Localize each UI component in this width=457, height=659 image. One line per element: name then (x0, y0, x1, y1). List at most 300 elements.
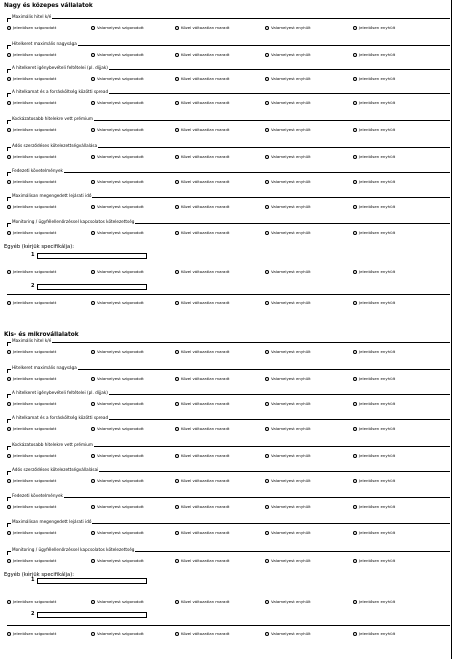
radio-button[interactable] (265, 559, 269, 563)
radio-button[interactable] (7, 77, 11, 81)
radio-button[interactable] (265, 180, 269, 184)
radio-row (7, 154, 450, 162)
radio-option[interactable] (175, 179, 229, 184)
radio-option[interactable] (7, 300, 56, 305)
radio-button[interactable] (91, 377, 95, 381)
radio-button[interactable] (91, 505, 95, 509)
radio-row (7, 269, 450, 277)
other-item-number: 2 (31, 283, 35, 289)
option-label: Közel változatlan maradt (181, 401, 230, 406)
radio-button[interactable] (91, 53, 95, 57)
radio-option[interactable] (7, 154, 56, 159)
radio-option[interactable] (265, 204, 311, 209)
option-label: Jelentősen enyhült (359, 504, 396, 509)
radio-button[interactable] (175, 505, 179, 509)
page-right-border (451, 0, 452, 659)
radio-button[interactable] (353, 128, 357, 132)
radio-button[interactable] (175, 479, 179, 483)
radio-option[interactable] (7, 204, 56, 209)
radio-option[interactable] (175, 426, 229, 431)
option-label: Valamelyest szigorodott (97, 426, 144, 431)
radio-option[interactable] (265, 230, 311, 235)
radio-button[interactable] (353, 559, 357, 563)
group-border-tick (7, 369, 8, 373)
radio-option[interactable] (175, 478, 229, 483)
radio-button[interactable] (7, 205, 11, 209)
option-label: Jelentősen enyhült (359, 376, 396, 381)
radio-button[interactable] (91, 155, 95, 159)
radio-option[interactable] (265, 426, 311, 431)
radio-option[interactable] (175, 453, 229, 458)
radio-option[interactable] (91, 230, 144, 235)
radio-option[interactable] (265, 558, 311, 563)
option-label: Valamelyest enyhült (271, 127, 311, 132)
radio-button[interactable] (91, 180, 95, 184)
radio-button[interactable] (265, 301, 269, 305)
radio-option[interactable] (265, 453, 311, 458)
radio-button[interactable] (7, 180, 11, 184)
radio-option[interactable] (265, 179, 311, 184)
option-label: Közel változatlan maradt (181, 558, 230, 563)
group-border-tick (7, 69, 8, 73)
radio-option[interactable] (91, 204, 144, 209)
option-label: Valamelyest szigorodott (97, 504, 144, 509)
question-group (7, 142, 450, 166)
radio-button[interactable] (175, 632, 179, 636)
radio-button[interactable] (353, 600, 357, 604)
radio-button[interactable] (91, 479, 95, 483)
radio-button[interactable] (265, 155, 269, 159)
radio-option[interactable] (91, 504, 144, 509)
radio-button[interactable] (353, 505, 357, 509)
radio-option[interactable] (353, 269, 395, 274)
radio-button[interactable] (265, 454, 269, 458)
radio-button[interactable] (91, 101, 95, 105)
radio-option[interactable] (175, 401, 229, 406)
option-label: Valamelyest enyhült (271, 401, 311, 406)
radio-button[interactable] (175, 377, 179, 381)
radio-button[interactable] (353, 180, 357, 184)
radio-option[interactable] (175, 300, 229, 305)
radio-option[interactable] (7, 100, 56, 105)
radio-button[interactable] (353, 479, 357, 483)
radio-option[interactable] (353, 478, 395, 483)
radio-option[interactable] (91, 25, 144, 30)
radio-option[interactable] (7, 230, 56, 235)
radio-button[interactable] (353, 77, 357, 81)
radio-button[interactable] (175, 270, 179, 274)
radio-option[interactable] (175, 204, 229, 209)
option-label: Valamelyest szigorodott (97, 453, 144, 458)
option-label: Jelentősen szigorodott (13, 631, 57, 636)
radio-button[interactable] (353, 301, 357, 305)
radio-option[interactable] (265, 504, 311, 509)
radio-button[interactable] (175, 231, 179, 235)
radio-button[interactable] (7, 600, 11, 604)
radio-button[interactable] (265, 205, 269, 209)
radio-row (7, 52, 450, 60)
other-text-input-2[interactable] (37, 284, 147, 290)
radio-option[interactable] (265, 100, 311, 105)
radio-button[interactable] (91, 454, 95, 458)
radio-button[interactable] (91, 350, 95, 354)
radio-option[interactable] (353, 426, 395, 431)
radio-option[interactable] (91, 530, 144, 535)
radio-option[interactable] (265, 349, 311, 354)
option-label: Valamelyest szigorodott (97, 154, 144, 159)
radio-option[interactable] (353, 52, 395, 57)
question-group (7, 414, 450, 438)
radio-option[interactable] (353, 25, 395, 30)
question-group (7, 441, 450, 465)
question-group (7, 167, 450, 191)
radio-button[interactable] (353, 632, 357, 636)
radio-button[interactable] (91, 600, 95, 604)
radio-button[interactable] (353, 205, 357, 209)
radio-button[interactable] (265, 53, 269, 57)
radio-button[interactable] (175, 77, 179, 81)
option-label: Jelentősen enyhült (359, 426, 396, 431)
radio-button[interactable] (265, 479, 269, 483)
radio-button[interactable] (175, 531, 179, 535)
radio-button[interactable] (353, 377, 357, 381)
radio-button[interactable] (353, 53, 357, 57)
option-label: Valamelyest enyhült (271, 349, 311, 354)
radio-button[interactable] (91, 402, 95, 406)
radio-button[interactable] (175, 180, 179, 184)
radio-button[interactable] (353, 454, 357, 458)
radio-option[interactable] (7, 530, 56, 535)
radio-button[interactable] (7, 155, 11, 159)
radio-button[interactable] (353, 101, 357, 105)
question-label: A hitelkeret igénybevételi feltételei (pl. díjjak) (12, 390, 108, 395)
group-border (7, 497, 450, 498)
radio-button[interactable] (7, 632, 11, 636)
question-label: A hitelkamat és a forrásköltség közötti spread (12, 89, 109, 94)
radio-button[interactable] (265, 128, 269, 132)
radio-button[interactable] (353, 350, 357, 354)
radio-option[interactable] (91, 631, 144, 636)
radio-option[interactable] (7, 599, 56, 604)
radio-button[interactable] (265, 377, 269, 381)
radio-button[interactable] (353, 231, 357, 235)
radio-option[interactable] (353, 127, 395, 132)
radio-option[interactable] (265, 376, 311, 381)
group-border-tick (7, 172, 8, 176)
radio-option[interactable] (265, 52, 311, 57)
radio-button[interactable] (7, 350, 11, 354)
radio-button[interactable] (91, 270, 95, 274)
radio-option[interactable] (7, 558, 56, 563)
option-label: Jelentősen enyhült (359, 204, 396, 209)
radio-button[interactable] (175, 155, 179, 159)
option-label: Jelentősen szigorodott (13, 599, 57, 604)
option-label: Valamelyest szigorodott (97, 52, 144, 57)
option-label: Valamelyest enyhült (271, 478, 311, 483)
radio-button[interactable] (175, 205, 179, 209)
other-text-input-1[interactable] (37, 578, 147, 584)
radio-button[interactable] (7, 505, 11, 509)
option-label: Valamelyest enyhült (271, 631, 311, 636)
radio-button[interactable] (175, 454, 179, 458)
radio-button[interactable] (91, 531, 95, 535)
radio-row (7, 25, 450, 33)
radio-option[interactable] (353, 300, 395, 305)
group-border (7, 18, 450, 19)
option-label: Valamelyest szigorodott (97, 204, 144, 209)
radio-button[interactable] (265, 26, 269, 30)
option-label: Közel változatlan maradt (181, 25, 230, 30)
radio-row (7, 76, 450, 84)
radio-option[interactable] (7, 127, 56, 132)
radio-option[interactable] (7, 453, 56, 458)
radio-option[interactable] (91, 300, 144, 305)
radio-option[interactable] (91, 52, 144, 57)
option-label: Valamelyest szigorodott (97, 376, 144, 381)
option-label: Jelentősen enyhült (359, 599, 396, 604)
radio-option[interactable] (353, 230, 395, 235)
radio-button[interactable] (265, 101, 269, 105)
radio-button[interactable] (91, 559, 95, 563)
radio-button[interactable] (91, 632, 95, 636)
question-label: Maximálisan megengedett lejárati idő (12, 193, 92, 198)
radio-option[interactable] (91, 154, 144, 159)
option-label: Közel változatlan maradt (181, 230, 230, 235)
radio-button[interactable] (91, 427, 95, 431)
option-label: Jelentősen szigorodott (13, 453, 57, 458)
radio-button[interactable] (265, 600, 269, 604)
group-border-tick (7, 419, 8, 423)
radio-button[interactable] (353, 402, 357, 406)
radio-option[interactable] (7, 376, 56, 381)
option-label: Jelentősen szigorodott (13, 269, 57, 274)
option-label: Jelentősen szigorodott (13, 530, 57, 535)
radio-button[interactable] (7, 377, 11, 381)
radio-button[interactable] (265, 505, 269, 509)
radio-button[interactable] (265, 77, 269, 81)
radio-button[interactable] (7, 128, 11, 132)
radio-row (7, 300, 450, 308)
radio-option[interactable] (353, 154, 395, 159)
radio-option[interactable] (91, 376, 144, 381)
radio-button[interactable] (175, 350, 179, 354)
radio-option[interactable] (175, 127, 229, 132)
radio-option[interactable] (7, 52, 56, 57)
option-label: Közel változatlan maradt (181, 179, 230, 184)
radio-row (7, 631, 450, 639)
radio-option[interactable] (175, 558, 229, 563)
other-item-number: 2 (31, 611, 35, 617)
option-label: Jelentősen enyhült (359, 52, 396, 57)
radio-button[interactable] (175, 301, 179, 305)
option-label: Jelentősen szigorodott (13, 504, 57, 509)
radio-row (7, 401, 450, 409)
radio-button[interactable] (7, 53, 11, 57)
radio-option[interactable] (91, 127, 144, 132)
radio-option[interactable] (265, 76, 311, 81)
other-item-number: 1 (31, 577, 35, 583)
radio-button[interactable] (265, 427, 269, 431)
radio-button[interactable] (91, 26, 95, 30)
option-label: Valamelyest szigorodott (97, 300, 144, 305)
radio-button[interactable] (175, 128, 179, 132)
divider-line (7, 294, 450, 295)
radio-row (7, 530, 450, 538)
radio-option[interactable] (353, 76, 395, 81)
radio-option[interactable] (7, 76, 56, 81)
radio-button[interactable] (7, 301, 11, 305)
radio-option[interactable] (175, 504, 229, 509)
radio-option[interactable] (91, 100, 144, 105)
radio-option[interactable] (175, 52, 229, 57)
radio-option[interactable] (175, 76, 229, 81)
radio-option[interactable] (175, 269, 229, 274)
radio-option[interactable] (175, 530, 229, 535)
radio-option[interactable] (265, 127, 311, 132)
radio-button[interactable] (7, 101, 11, 105)
radio-option[interactable] (91, 453, 144, 458)
radio-button[interactable] (353, 427, 357, 431)
radio-option[interactable] (91, 558, 144, 563)
radio-button[interactable] (7, 531, 11, 535)
radio-option[interactable] (265, 401, 311, 406)
radio-option[interactable] (7, 478, 56, 483)
divider-line (7, 625, 450, 626)
radio-option[interactable] (175, 230, 229, 235)
radio-button[interactable] (91, 205, 95, 209)
radio-option[interactable] (91, 401, 144, 406)
radio-option[interactable] (353, 100, 395, 105)
radio-option[interactable] (265, 478, 311, 483)
radio-option[interactable] (91, 349, 144, 354)
radio-option[interactable] (353, 453, 395, 458)
radio-option[interactable] (265, 599, 311, 604)
radio-button[interactable] (7, 402, 11, 406)
radio-option[interactable] (265, 631, 311, 636)
radio-option[interactable] (265, 530, 311, 535)
radio-option[interactable] (353, 204, 395, 209)
option-label: Jelentősen enyhült (359, 100, 396, 105)
radio-option[interactable] (175, 25, 229, 30)
radio-option[interactable] (91, 478, 144, 483)
radio-button[interactable] (265, 632, 269, 636)
radio-option[interactable] (7, 504, 56, 509)
radio-button[interactable] (91, 301, 95, 305)
question-label: Monitoring / ügyfélellenőrzéssel kapcsolatos kötelezettség (12, 219, 135, 224)
radio-button[interactable] (7, 479, 11, 483)
radio-option[interactable] (91, 179, 144, 184)
radio-row (7, 504, 450, 512)
radio-option[interactable] (353, 530, 395, 535)
radio-option[interactable] (7, 349, 56, 354)
group-border-tick (7, 471, 8, 475)
radio-option[interactable] (265, 25, 311, 30)
radio-button[interactable] (7, 454, 11, 458)
radio-option[interactable] (353, 179, 395, 184)
option-label: Valamelyest szigorodott (97, 269, 144, 274)
radio-button[interactable] (265, 531, 269, 535)
radio-option[interactable] (91, 426, 144, 431)
radio-option[interactable] (175, 599, 229, 604)
radio-button[interactable] (265, 402, 269, 406)
radio-button[interactable] (353, 270, 357, 274)
radio-button[interactable] (91, 231, 95, 235)
other-text-input-2[interactable] (37, 612, 147, 618)
radio-button[interactable] (265, 270, 269, 274)
radio-button[interactable] (7, 231, 11, 235)
radio-option[interactable] (353, 349, 395, 354)
radio-option[interactable] (265, 300, 311, 305)
radio-button[interactable] (175, 427, 179, 431)
radio-option[interactable] (7, 631, 56, 636)
radio-option[interactable] (175, 376, 229, 381)
radio-option[interactable] (91, 269, 144, 274)
other-text-input-1[interactable] (37, 253, 147, 259)
radio-button[interactable] (265, 350, 269, 354)
radio-option[interactable] (353, 376, 395, 381)
radio-button[interactable] (7, 270, 11, 274)
option-label: Valamelyest enyhült (271, 230, 311, 235)
radio-option[interactable] (91, 76, 144, 81)
radio-option[interactable] (7, 401, 56, 406)
option-label: Jelentősen enyhült (359, 269, 396, 274)
radio-option[interactable] (7, 25, 56, 30)
radio-button[interactable] (175, 53, 179, 57)
radio-button[interactable] (353, 531, 357, 535)
radio-option[interactable] (91, 599, 144, 604)
radio-option[interactable] (265, 269, 311, 274)
radio-button[interactable] (353, 155, 357, 159)
radio-option[interactable] (175, 154, 229, 159)
radio-button[interactable] (7, 427, 11, 431)
radio-option[interactable] (7, 426, 56, 431)
radio-option[interactable] (353, 599, 395, 604)
radio-button[interactable] (175, 559, 179, 563)
radio-option[interactable] (353, 401, 395, 406)
radio-option[interactable] (7, 269, 56, 274)
radio-button[interactable] (175, 600, 179, 604)
question-label: Fedezeti követelmények (12, 493, 63, 498)
radio-button[interactable] (7, 26, 11, 30)
group-border (7, 342, 450, 343)
question-label: Fedezeti követelmények (12, 168, 63, 173)
radio-button[interactable] (265, 231, 269, 235)
radio-button[interactable] (91, 77, 95, 81)
radio-option[interactable] (265, 154, 311, 159)
radio-option[interactable] (175, 349, 229, 354)
radio-option[interactable] (353, 558, 395, 563)
radio-option[interactable] (175, 631, 229, 636)
option-label: Közel változatlan maradt (181, 426, 230, 431)
radio-button[interactable] (175, 26, 179, 30)
radio-button[interactable] (7, 559, 11, 563)
option-label: Valamelyest enyhült (271, 204, 311, 209)
radio-option[interactable] (7, 179, 56, 184)
radio-option[interactable] (353, 504, 395, 509)
question-group (7, 389, 450, 413)
question-group (7, 88, 450, 112)
option-label: Közel változatlan maradt (181, 453, 230, 458)
radio-option[interactable] (175, 100, 229, 105)
radio-button[interactable] (91, 128, 95, 132)
radio-button[interactable] (175, 402, 179, 406)
radio-option[interactable] (353, 631, 395, 636)
group-border-tick (7, 120, 8, 124)
radio-button[interactable] (353, 26, 357, 30)
radio-button[interactable] (175, 101, 179, 105)
radio-row (7, 453, 450, 461)
option-label: Közel változatlan maradt (181, 269, 230, 274)
